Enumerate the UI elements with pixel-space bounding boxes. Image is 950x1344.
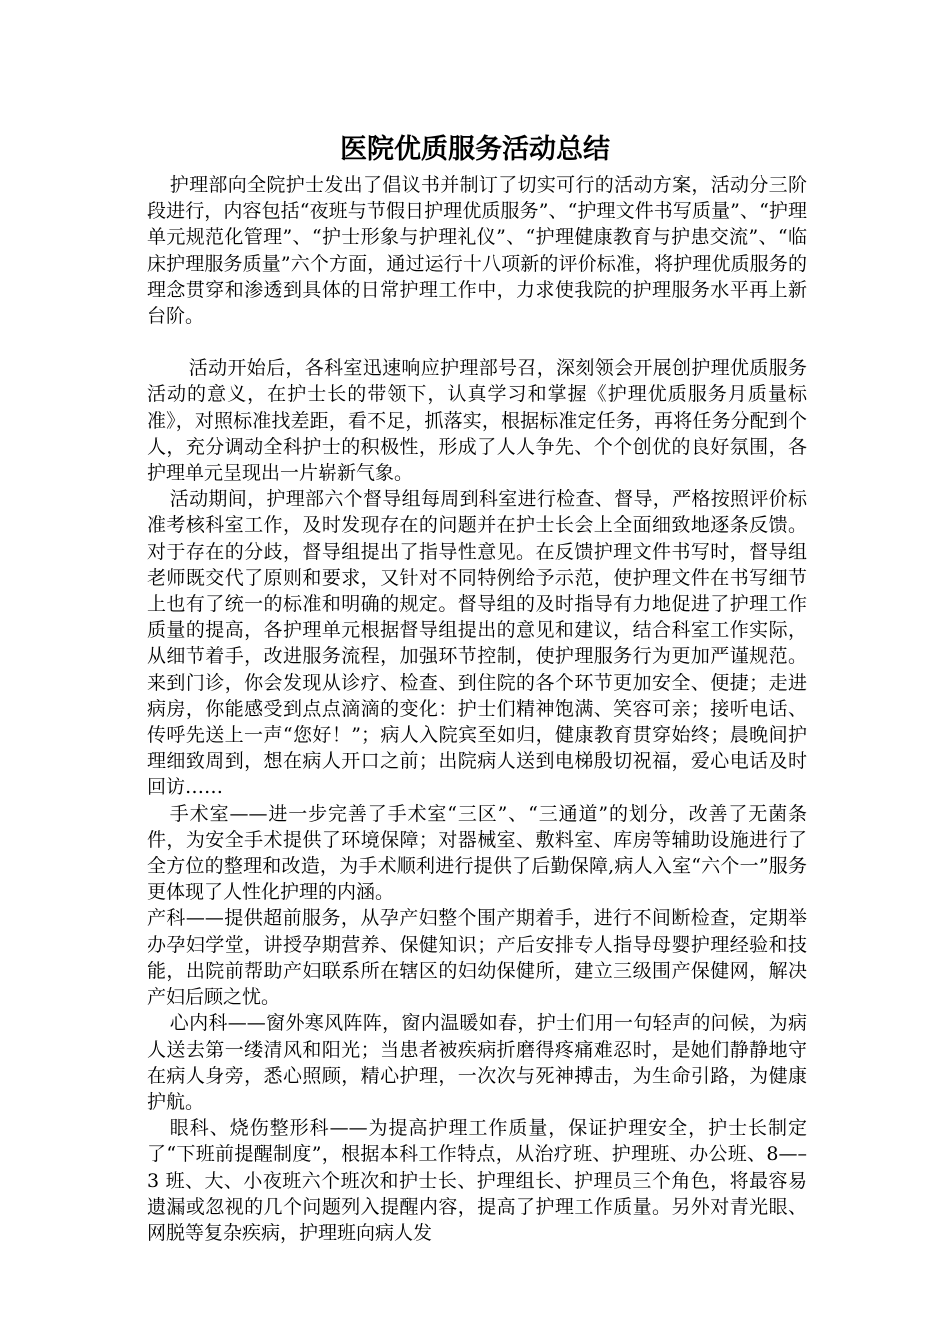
document-title: 医院优质服务活动总结 — [340, 134, 610, 165]
paragraph-operating-room: 手术室——进一步完善了手术室“三区”、“三通道”的划分，改善了无菌条件，为安全手术提供了环境保障；对器械室、敷料室、库房等辅助设施进行了全方位的整理和改造，为手术顺利进行提供了后勤保障,病人入室“六个一”服务更体现了人性化护理的内涵。 — [147, 802, 807, 904]
paragraph-cardiology: 心内科——窗外寒风阵阵，窗内温暖如春，护士们用一句轻声的问候，为病人送去第一缕清风和阳光；当患者被疾病折磨得疼痛难忍时，是她们静静地守在病人身旁，悉心照顾，精心护理，一次次与死神搏击，为生命引路，为健康护航。 — [147, 1012, 807, 1113]
paragraph-obstetrics: 产科——提供超前服务，从孕产妇整个围产期着手，进行不间断检查，定期举办孕妇学堂，讲授孕期营养、保健知识；产后安排专人指导母婴护理经验和技能，出院前帮助产妇联系所在辖区的妇幼保健所，建立三级围产保健网，解决产妇后顾之忧。 — [147, 907, 807, 1009]
document-body — [147, 172, 807, 1246]
paragraph-activity-start: 活动开始后，各科室迅速响应护理部号召，深刻领会开展创护理优质服务活动的意义，在护士长的带领下，认真学习和掌握《护理优质服务月质量标准》，对照标准找差距，看不足，抓落实，根据标准定任务，再将任务分配到个人，充分调动全科护士的积极性，形成了人人争先、个个创优的良好氛围，各护理单元呈现出一片崭新气象。 — [147, 357, 807, 485]
paragraph-gap — [147, 329, 807, 355]
paragraph-intro: 护理部向全院护士发出了倡议书并制订了切实可行的活动方案，活动分三阶段进行，内容包括“夜班与节假日护理优质服务”、“护理文件书写质量”、“护理单元规范化管理”、“护士形象与护理礼仪”、“护理健康教育与护患交流”、“临床护理服务质量”六个方面，通过运行十八项新的评价标准，将护理优质服务的理念贯穿和渗透到具体的日常护理工作中，力求使我院的护理服务水平再上新台阶。 — [147, 174, 807, 328]
paragraph-activity-period: 活动期间，护理部六个督导组每周到科室进行检查、督导，严格按照评价标准考核科室工作，及时发现存在的问题并在护士长会上全面细致地逐条反馈。对于存在的分歧，督导组提出了指导性意见。在反馈护理文件书写时，督导组老师既交代了原则和要求，又针对不同特例给予示范，使护理文件在书写细节上也有了统一的标准和明确的规定。督导组的及时指导有力地促进了护理工作质量的提高，各护理单元根据督导组提出的意见和建议，结合科室工作实际，从细节着手，改进服务流程，加强环节控制，使护理服务行为更加严谨规范。来到门诊，你会发现从诊疗、检查、到住院的各个环节更加安全、便捷；走进病房，你能感受到点点滴滴的变化：护士们精神饱满、笑容可亲；接听电话、传呼先送上一声“您好！”；病人入院宾至如归，健康教育贯穿始终；晨晚间护理细致周到，想在病人开口之前；出院病人送到电梯殷切祝福，爱心电话及时回访…… — [147, 488, 807, 799]
paragraph-ophthalmology: 眼科、烧伤整形科——为提高护理工作质量，保证护理安全，护士长制定了“下班前提醒制度”，根据本科工作特点，从治疗班、护理班、办公班、8—–3 班、大、小夜班六个班次和护士长、护理组长、护理员三个角色，将最容易遗漏或忽视的几个问题列入提醒内容，提高了护理工作质量。另外对青光眼、网脱等复杂疾病，护理班向病人发 — [147, 1117, 807, 1244]
